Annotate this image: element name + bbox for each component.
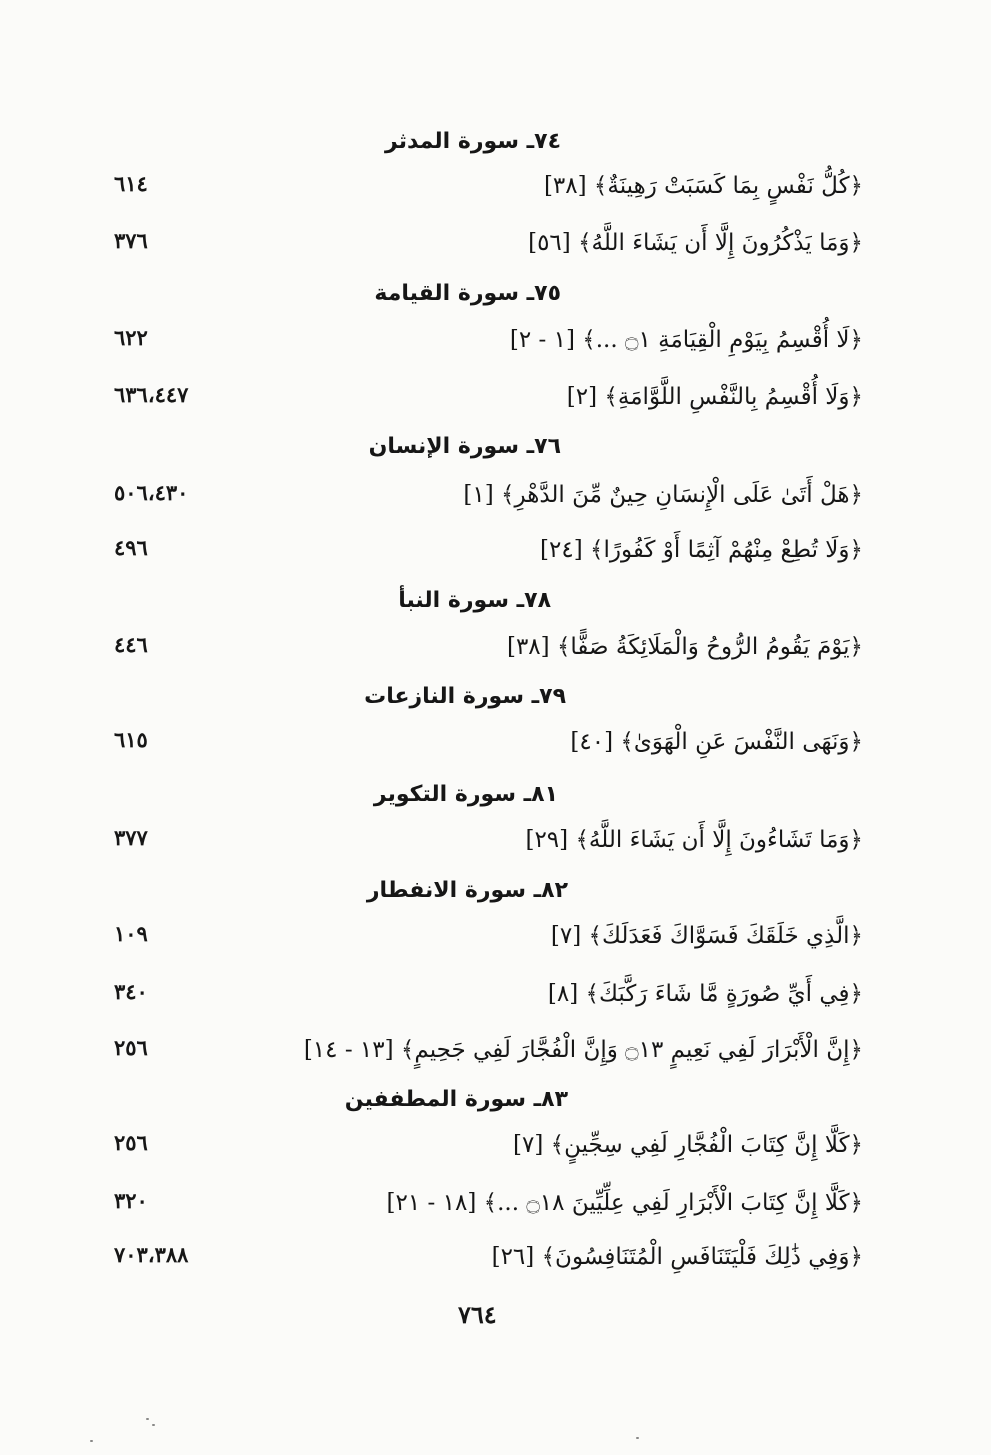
index-entry xyxy=(0,820,991,864)
index-entry xyxy=(0,320,991,364)
page-references: ٤٤٦ xyxy=(114,632,148,657)
page-references: ٧٠٣،٣٨٨ xyxy=(114,1242,189,1267)
index-entry xyxy=(0,377,991,421)
page-references: ٦١٤ xyxy=(114,171,148,196)
section-title: ٨١ـ سورة التكوير xyxy=(373,782,558,807)
scan-speck xyxy=(152,1424,155,1426)
page-references: ٥٠٦،٤٣٠ xyxy=(114,480,189,505)
index-entry xyxy=(0,1183,991,1227)
page-number: ٧٦٤ xyxy=(458,1300,497,1329)
index-entry xyxy=(0,722,991,766)
section-title: ٧٥ـ سورة القيامة xyxy=(374,281,561,306)
scan-speck xyxy=(90,1440,93,1442)
index-entry xyxy=(0,530,991,574)
verse-text: ﴿يَوْمَ يَقُومُ الرُّوحُ وَالْمَلَائِكَةُ صَفًّا﴾ [٣٨] xyxy=(506,634,863,660)
page-references: ٦٣٦،٤٤٧ xyxy=(114,382,189,407)
page-references: ٤٩٦ xyxy=(114,535,148,560)
verse-text: ﴿وَنَهَى النَّفْسَ عَنِ الْهَوَىٰ﴾ [٤٠] xyxy=(570,729,863,755)
index-entry xyxy=(0,1030,991,1074)
scan-speck xyxy=(636,1437,639,1439)
index-entry xyxy=(0,916,991,960)
index-entry xyxy=(0,1237,991,1281)
verse-text: ﴿وَفِي ذَٰلِكَ فَلْيَتَنَافَسِ الْمُتَنَافِسُونَ﴾ [٢٦] xyxy=(491,1244,863,1270)
verse-text: ﴿وَمَا يَذْكُرُونَ إِلَّا أَن يَشَاءَ اللَّهُ﴾ [٥٦] xyxy=(528,230,863,256)
index-entry xyxy=(0,475,991,519)
verse-text: ﴿لَا أُقْسِمُ بِيَوْمِ الْقِيَامَةِ ۝١ ...﴾ [١ - ٢] xyxy=(509,327,863,353)
verse-text: ﴿كَلَّا إِنَّ كِتَابَ الْأَبْرَارِ لَفِي عِلِّيِّينَ ۝١٨ ...﴾ [١٨ - ٢١] xyxy=(386,1190,863,1216)
page-references: ٣٧٧ xyxy=(114,825,148,850)
scan-speck xyxy=(146,1418,149,1420)
section-title: ٨٣ـ سورة المطففين xyxy=(344,1087,568,1112)
verse-text: ﴿هَلْ أَتَىٰ عَلَى الْإِنسَانِ حِينٌ مِّنَ الدَّهْرِ﴾ [١] xyxy=(463,482,863,508)
index-entry xyxy=(0,627,991,671)
index-entry xyxy=(0,974,991,1018)
verse-text: ﴿وَلَا أُقْسِمُ بِالنَّفْسِ اللَّوَّامَةِ﴾ [٢] xyxy=(566,384,863,410)
verse-text: ﴿فِي أَيِّ صُورَةٍ مَّا شَاءَ رَكَّبَكَ﴾ [٨] xyxy=(547,981,863,1007)
page-references: ٣٤٠ xyxy=(114,979,148,1004)
page-references: ٢٥٦ xyxy=(114,1035,148,1060)
verse-text: ﴿وَلَا تُطِعْ مِنْهُمْ آثِمًا أَوْ كَفُورًا﴾ [٢٤] xyxy=(540,537,863,563)
verse-text: ﴿الَّذِي خَلَقَكَ فَسَوَّاكَ فَعَدَلَكَ﴾ [٧] xyxy=(550,923,863,949)
page-references: ٣٧٦ xyxy=(114,228,148,253)
section-title: ٧٦ـ سورة الإنسان xyxy=(368,434,561,459)
verse-text: ﴿وَمَا تَشَاءُونَ إِلَّا أَن يَشَاءَ اللَّهُ﴾ [٢٩] xyxy=(525,827,863,853)
section-title: ٧٨ـ سورة النبأ xyxy=(398,588,551,613)
verse-text: ﴿كُلُّ نَفْسٍ بِمَا كَسَبَتْ رَهِينَةٌ﴾ [٣٨] xyxy=(543,173,863,199)
index-entry xyxy=(0,166,991,210)
page-references: ١٠٩ xyxy=(114,921,148,946)
verse-text: ﴿كَلَّا إِنَّ كِتَابَ الْفُجَّارِ لَفِي سِجِّينٍ﴾ [٧] xyxy=(512,1132,863,1158)
index-entry xyxy=(0,223,991,267)
section-title: ٨٢ـ سورة الانفطار xyxy=(366,878,568,903)
page-references: ٢٥٦ xyxy=(114,1130,148,1155)
index-entry xyxy=(0,1125,991,1169)
page-references: ٦١٥ xyxy=(114,727,148,752)
verse-text: ﴿إِنَّ الْأَبْرَارَ لَفِي نَعِيمٍ ۝١٣ وَإِنَّ الْفُجَّارَ لَفِي جَحِيمٍ﴾ [١٣ - ١٤] xyxy=(303,1037,863,1063)
section-title: ٧٤ـ سورة المدثر xyxy=(385,129,561,154)
section-title: ٧٩ـ سورة النازعات xyxy=(364,684,566,709)
page-references: ٣٢٠ xyxy=(114,1188,148,1213)
page-references: ٦٢٢ xyxy=(114,325,148,350)
